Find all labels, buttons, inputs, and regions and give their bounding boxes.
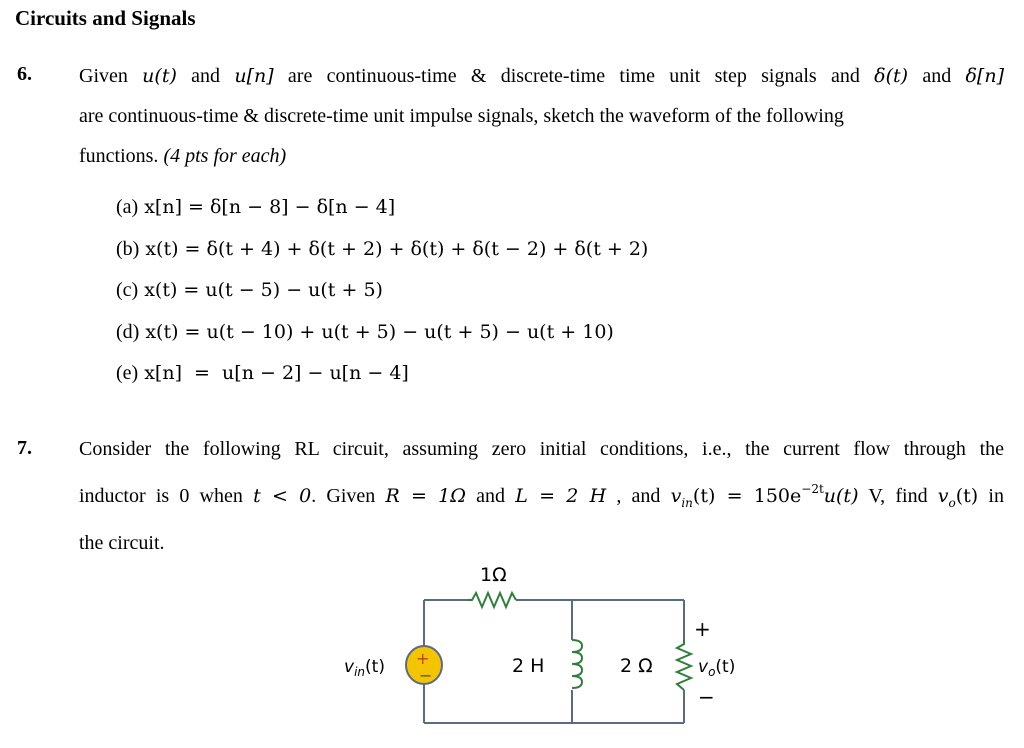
item-expression: x[n] = u[n − 2] − u[n − 4] [144,362,409,384]
question-6-item [116,279,383,302]
voltage-source-minus: − [419,666,433,685]
item-expression: x(t) = δ(t + 4) + δ(t + 2) + δ(t) + δ(t − 2) + δ(t + 2) [145,238,649,260]
item-expression: x[n] = δ[n − 8] − δ[n − 4] [144,196,396,218]
output-minus-sign: − [698,685,715,709]
question-6-item [116,321,614,344]
points-note: (4 pts for each) [163,145,287,167]
item-label: (e) [116,362,139,384]
inductor-2h [572,640,582,688]
question-6-item [116,362,409,385]
question-6-text [79,56,1004,176]
page-title: Circuits and Signals [15,6,196,30]
output-voltage-label: $v_o(t)$ [698,657,736,679]
question-7-line-2: inductor is 0 when t < 0. Given R = 1Ω and L = 2 H , and $v_{in}(t) = 150e^{-2t}u(t)$ V, find $v_o(t)$ in [79,482,1004,510]
question-7-line-3: the circuit. [79,532,165,554]
question-6-item [116,196,395,219]
voltage-source-plus: + [416,649,430,668]
question-7-number: 7. [17,437,32,459]
question-6-line-2: are continuous-time & discrete-time unit impulse signals, sketch the waveform of the following [79,105,844,127]
question-6-line-3: functions. (4 pts for each) [79,145,287,167]
resistor-1-ohm [468,593,516,607]
resistor-2-label: 2 Ω [620,655,653,677]
rl-circuit-diagram [330,548,750,743]
question-6-number: 6. [17,63,32,85]
item-expression: x(t) = u(t − 5) − u(t + 5) [144,279,383,301]
rl-circuit-svg [330,548,750,743]
input-voltage-label: $v_{in}(t)$ [344,657,385,679]
output-plus-sign: + [694,617,711,641]
resistor-1-label: 1Ω [480,564,507,586]
question-6-item [116,238,648,261]
question-7-line-1: Consider the following RL circuit, assuming zero initial conditions, i.e., the current flow through the [79,438,1004,460]
inductor-label: 2 H [512,655,545,677]
item-label: (a) [116,196,139,218]
item-label: (b) [116,238,140,260]
question-6-line-1: Given u(t) and u[n] are continuous-time & discrete-time time unit step signals and δ(t) and δ[n] [79,65,1004,87]
item-label: (c) [116,279,139,301]
item-expression: x(t) = u(t − 10) + u(t + 5) − u(t + 5) − u(t + 10) [145,321,614,343]
item-label: (d) [116,321,140,343]
question-7-text [79,429,1004,563]
resistor-2-ohm [677,640,691,690]
